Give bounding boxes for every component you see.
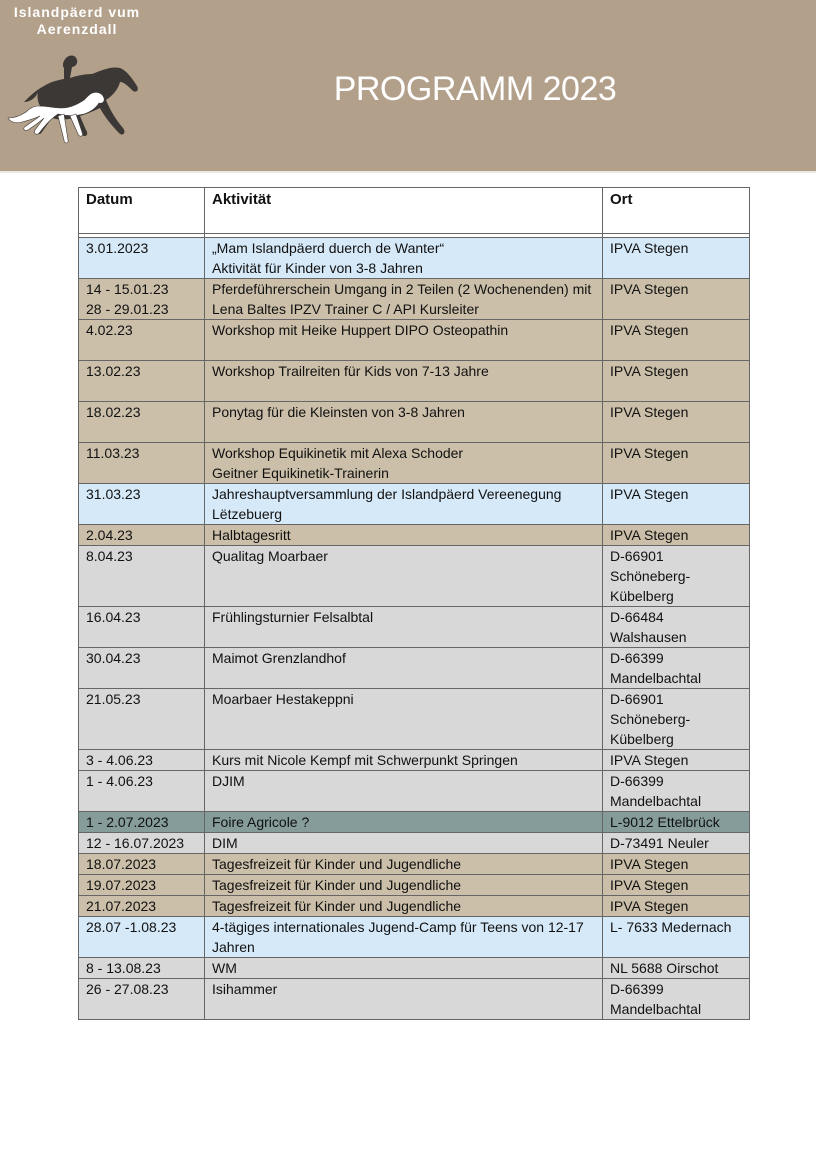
cell-aktivitaet bbox=[205, 361, 603, 402]
cell-aktivitaet bbox=[205, 875, 603, 896]
cell-ort-line: L- 7633 Medernach bbox=[610, 919, 732, 935]
header-divider bbox=[0, 171, 816, 173]
cell-aktivitaet-line: Foire Agricole ? bbox=[212, 814, 310, 830]
table-row bbox=[79, 750, 750, 771]
cell-ort bbox=[603, 443, 750, 484]
cell-datum-line: 3.01.2023 bbox=[86, 240, 149, 256]
cell-ort-line: Walshausen bbox=[610, 629, 687, 645]
table-row bbox=[79, 546, 750, 607]
cell-datum bbox=[79, 361, 205, 402]
cell-aktivitaet-line: Maimot Grenzlandhof bbox=[212, 650, 346, 666]
cell-datum-line: 14 - 15.01.23 bbox=[86, 281, 169, 297]
cell-aktivitaet bbox=[205, 812, 603, 833]
cell-ort-line: D-73491 Neuler bbox=[610, 835, 709, 851]
cell-aktivitaet bbox=[205, 525, 603, 546]
cell-aktivitaet bbox=[205, 689, 603, 750]
page-header bbox=[0, 0, 816, 171]
cell-ort bbox=[603, 689, 750, 750]
cell-ort-line: Schöneberg- bbox=[610, 711, 691, 727]
table-header-row bbox=[79, 188, 750, 234]
cell-ort bbox=[603, 402, 750, 443]
cell-aktivitaet-line: Qualitag Moarbaer bbox=[212, 548, 328, 564]
cell-ort-line: Kübelberg bbox=[610, 731, 674, 747]
cell-ort-line: IPVA Stegen bbox=[610, 240, 689, 256]
cell-datum bbox=[79, 238, 205, 279]
cell-datum bbox=[79, 648, 205, 689]
cell-datum-line: 16.04.23 bbox=[86, 609, 141, 625]
cell-ort-line: NL 5688 Oirschot bbox=[610, 960, 719, 976]
cell-aktivitaet-line: Jahreshauptversammlung der Islandpäerd Vereenegung Lëtzebuerg bbox=[212, 486, 562, 522]
table-row bbox=[79, 689, 750, 750]
cell-ort-line: IPVA Stegen bbox=[610, 877, 689, 893]
table-row bbox=[79, 320, 750, 361]
cell-datum bbox=[79, 546, 205, 607]
cell-ort-line: IPVA Stegen bbox=[610, 856, 689, 872]
cell-aktivitaet bbox=[205, 238, 603, 279]
cell-ort bbox=[603, 750, 750, 771]
table-row bbox=[79, 771, 750, 812]
cell-datum bbox=[79, 320, 205, 361]
cell-aktivitaet-line: Moarbaer Hestakeppni bbox=[212, 691, 354, 707]
table-row bbox=[79, 648, 750, 689]
cell-ort-line: IPVA Stegen bbox=[610, 281, 689, 297]
cell-datum bbox=[79, 771, 205, 812]
cell-ort bbox=[603, 361, 750, 402]
cell-ort-line: D-66399 bbox=[610, 981, 664, 997]
cell-aktivitaet-line: WM bbox=[212, 960, 237, 976]
table-row bbox=[79, 361, 750, 402]
cell-ort bbox=[603, 546, 750, 607]
cell-ort-line: IPVA Stegen bbox=[610, 752, 689, 768]
cell-ort bbox=[603, 771, 750, 812]
program-table bbox=[78, 187, 750, 1020]
logo-line-2: Aerenzdall bbox=[36, 21, 118, 37]
cell-aktivitaet bbox=[205, 402, 603, 443]
cell-datum-line: 2.04.23 bbox=[86, 527, 133, 543]
cell-aktivitaet-line: Workshop Equikinetik mit Alexa Schoder bbox=[212, 445, 464, 461]
cell-ort-line: Mandelbachtal bbox=[610, 793, 702, 809]
cell-ort-line: Mandelbachtal bbox=[610, 1001, 702, 1017]
cell-ort-line: Kübelberg bbox=[610, 588, 674, 604]
cell-aktivitaet-line: Tagesfreizeit für Kinder und Jugendliche bbox=[212, 856, 462, 872]
cell-datum-line: 26 - 27.08.23 bbox=[86, 981, 169, 997]
column-header-datum: Datum bbox=[79, 188, 205, 234]
cell-ort bbox=[603, 648, 750, 689]
cell-aktivitaet bbox=[205, 484, 603, 525]
cell-datum bbox=[79, 979, 205, 1020]
cell-datum-line: 21.07.2023 bbox=[86, 898, 157, 914]
cell-aktivitaet bbox=[205, 443, 603, 484]
cell-datum-line: 3 - 4.06.23 bbox=[86, 752, 153, 768]
cell-aktivitaet bbox=[205, 979, 603, 1020]
club-logo-text bbox=[6, 4, 148, 38]
cell-aktivitaet bbox=[205, 750, 603, 771]
cell-datum bbox=[79, 896, 205, 917]
cell-ort-line: IPVA Stegen bbox=[610, 404, 689, 420]
table-row bbox=[79, 525, 750, 546]
cell-ort bbox=[603, 279, 750, 320]
cell-datum bbox=[79, 279, 205, 320]
cell-aktivitaet bbox=[205, 279, 603, 320]
cell-datum-line: 18.02.23 bbox=[86, 404, 141, 420]
cell-ort-line: IPVA Stegen bbox=[610, 527, 689, 543]
cell-aktivitaet-line: 4-tägiges internationales Jugend-Camp für Teens von 12-17 Jahren bbox=[212, 919, 584, 955]
cell-ort-line: IPVA Stegen bbox=[610, 445, 689, 461]
cell-aktivitaet bbox=[205, 917, 603, 958]
cell-ort bbox=[603, 875, 750, 896]
column-header-aktivitaet: Aktivität bbox=[205, 188, 603, 234]
cell-datum bbox=[79, 833, 205, 854]
cell-datum bbox=[79, 525, 205, 546]
cell-ort bbox=[603, 917, 750, 958]
cell-datum-line: 21.05.23 bbox=[86, 691, 141, 707]
cell-ort bbox=[603, 607, 750, 648]
cell-ort-line: D-66901 bbox=[610, 691, 664, 707]
cell-datum bbox=[79, 917, 205, 958]
cell-ort-line: IPVA Stegen bbox=[610, 486, 689, 502]
cell-aktivitaet-line: Tagesfreizeit für Kinder und Jugendliche bbox=[212, 898, 462, 914]
cell-aktivitaet bbox=[205, 607, 603, 648]
cell-aktivitaet bbox=[205, 546, 603, 607]
cell-aktivitaet-line: Tagesfreizeit für Kinder und Jugendliche bbox=[212, 877, 462, 893]
cell-datum bbox=[79, 812, 205, 833]
cell-aktivitaet bbox=[205, 854, 603, 875]
cell-datum-line: 1 - 2.07.2023 bbox=[86, 814, 169, 830]
column-header-ort: Ort bbox=[603, 188, 750, 234]
cell-ort bbox=[603, 979, 750, 1020]
table-row bbox=[79, 607, 750, 648]
cell-datum bbox=[79, 750, 205, 771]
cell-datum bbox=[79, 443, 205, 484]
cell-ort-line: IPVA Stegen bbox=[610, 322, 689, 338]
table-row bbox=[79, 854, 750, 875]
table-row bbox=[79, 238, 750, 279]
cell-datum-line: 11.03.23 bbox=[86, 445, 140, 461]
cell-aktivitaet-line: Halbtagesritt bbox=[212, 527, 291, 543]
cell-ort bbox=[603, 320, 750, 361]
cell-ort-line: Mandelbachtal bbox=[610, 670, 702, 686]
cell-aktivitaet bbox=[205, 896, 603, 917]
cell-ort-line: L-9012 Ettelbrück bbox=[610, 814, 720, 830]
cell-aktivitaet-line: Isihammer bbox=[212, 981, 278, 997]
cell-datum bbox=[79, 958, 205, 979]
cell-datum bbox=[79, 689, 205, 750]
cell-ort-line: Schöneberg- bbox=[610, 568, 691, 584]
logo-line-1: Islandpäerd vum bbox=[13, 4, 141, 20]
cell-ort bbox=[603, 525, 750, 546]
cell-aktivitaet-line: „Mam Islandpäerd duerch de Wanter“ bbox=[212, 240, 445, 256]
cell-ort bbox=[603, 854, 750, 875]
cell-datum-line: 8 - 13.08.23 bbox=[86, 960, 161, 976]
cell-aktivitaet-line: Frühlingsturnier Felsalbtal bbox=[212, 609, 374, 625]
cell-aktivitaet bbox=[205, 958, 603, 979]
cell-datum-line: 18.07.2023 bbox=[86, 856, 157, 872]
table-row bbox=[79, 896, 750, 917]
table-row bbox=[79, 833, 750, 854]
cell-ort bbox=[603, 484, 750, 525]
cell-datum bbox=[79, 854, 205, 875]
cell-datum-line: 19.07.2023 bbox=[86, 877, 157, 893]
cell-ort bbox=[603, 896, 750, 917]
table-row bbox=[79, 979, 750, 1020]
table-row bbox=[79, 279, 750, 320]
cell-aktivitaet-line: DJIM bbox=[212, 773, 245, 789]
cell-aktivitaet-line: DIM bbox=[212, 835, 238, 851]
cell-datum-line: 31.03.23 bbox=[86, 486, 141, 502]
cell-aktivitaet bbox=[205, 648, 603, 689]
cell-aktivitaet-line: Workshop Trailreiten für Kids von 7-13 Jahre bbox=[212, 363, 489, 379]
cell-ort bbox=[603, 812, 750, 833]
cell-aktivitaet-line: Ponytag für die Kleinsten von 3-8 Jahren bbox=[212, 404, 465, 420]
table-row bbox=[79, 875, 750, 896]
cell-ort bbox=[603, 238, 750, 279]
cell-aktivitaet bbox=[205, 833, 603, 854]
cell-ort-line: D-66399 bbox=[610, 650, 664, 666]
cell-ort-line: IPVA Stegen bbox=[610, 898, 689, 914]
cell-ort-line: D-66484 bbox=[610, 609, 664, 625]
table-row bbox=[79, 812, 750, 833]
cell-aktivitaet-line: Geitner Equikinetik-Trainerin bbox=[212, 465, 389, 481]
cell-datum-line: 28 - 29.01.23 bbox=[86, 301, 169, 317]
cell-datum bbox=[79, 402, 205, 443]
page-title: PROGRAMM 2023 bbox=[333, 70, 617, 108]
cell-datum-line: 13.02.23 bbox=[86, 363, 141, 379]
cell-datum-line: 8.04.23 bbox=[86, 548, 133, 564]
cell-aktivitaet-line: Aktivität für Kinder von 3-8 Jahren bbox=[212, 260, 423, 276]
cell-aktivitaet-line: Kurs mit Nicole Kempf mit Schwerpunkt Springen bbox=[212, 752, 518, 768]
table-row bbox=[79, 484, 750, 525]
cell-aktivitaet bbox=[205, 320, 603, 361]
table-row bbox=[79, 917, 750, 958]
table-row bbox=[79, 958, 750, 979]
cell-datum-line: 4.02.23 bbox=[86, 322, 133, 338]
cell-datum bbox=[79, 484, 205, 525]
cell-datum bbox=[79, 875, 205, 896]
cell-datum-line: 12 - 16.07.2023 bbox=[86, 835, 185, 851]
cell-datum-line: 28.07 -1.08.23 bbox=[86, 919, 177, 935]
cell-ort bbox=[603, 833, 750, 854]
table-row bbox=[79, 402, 750, 443]
cell-aktivitaet bbox=[205, 771, 603, 812]
cell-ort-line: D-66399 bbox=[610, 773, 664, 789]
cell-aktivitaet-line: Workshop mit Heike Huppert DIPO Osteopathin bbox=[212, 322, 509, 338]
cell-datum-line: 1 - 4.06.23 bbox=[86, 773, 153, 789]
cell-ort-line: D-66901 bbox=[610, 548, 664, 564]
cell-ort-line: IPVA Stegen bbox=[610, 363, 689, 379]
cell-aktivitaet-line: Pferdeführerschein Umgang in 2 Teilen (2 Wochenenden) mit Lena Baltes IPZV Trainer C / API Kursleiter bbox=[212, 281, 592, 317]
cell-datum-line: 30.04.23 bbox=[86, 650, 141, 666]
cell-ort bbox=[603, 958, 750, 979]
cell-datum bbox=[79, 607, 205, 648]
table-row bbox=[79, 443, 750, 484]
